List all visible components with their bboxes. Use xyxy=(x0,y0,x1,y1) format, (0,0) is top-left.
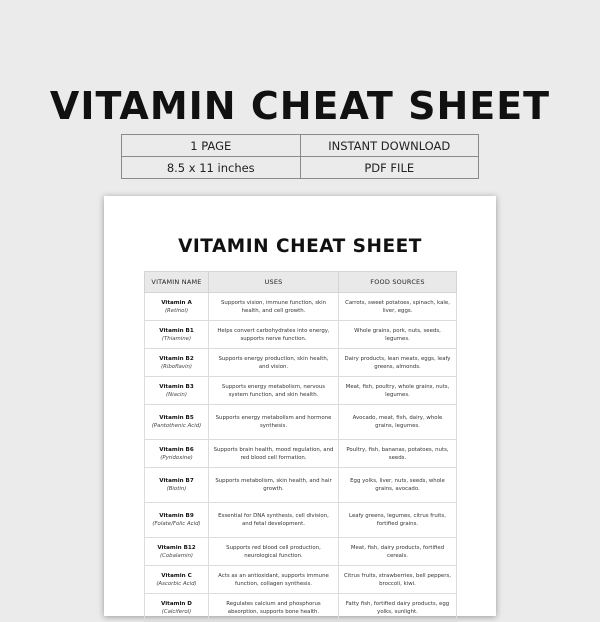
table-row xyxy=(145,566,457,594)
info-download: INSTANT DOWNLOAD xyxy=(300,135,479,157)
vitamin-chemical: (Biotin) xyxy=(166,486,187,492)
uses-cell: Acts as an antioxidant, supports immune function, collagen synthesis. xyxy=(209,566,339,594)
vitamin-table xyxy=(144,271,457,622)
vitamin-chemical: (Retinol) xyxy=(164,307,189,314)
vitamin-chemical: (Calciferol) xyxy=(161,608,192,615)
vitamin-name: Vitamin B9 xyxy=(159,513,194,519)
vitamin-chemical: (Pantothenic Acid) xyxy=(151,423,202,429)
vitamin-chemical: (Thiamine) xyxy=(161,335,192,342)
page-title: VITAMIN CHEAT SHEET xyxy=(49,84,551,128)
table-row xyxy=(145,321,457,349)
vitamin-name: Vitamin C xyxy=(161,572,192,579)
header-uses: USES xyxy=(209,272,339,293)
vitamin-chemical: (Folate/Folic Acid) xyxy=(152,521,201,527)
sources-cell: Meat, fish, dairy products, fortified cereals. xyxy=(339,538,457,566)
vitamin-cell xyxy=(145,594,209,622)
cheat-sheet-preview xyxy=(104,196,496,616)
uses-cell: Helps convert carbohydrates into energy, supports nerve function. xyxy=(209,321,339,349)
vitamin-cell xyxy=(145,566,209,594)
vitamin-cell xyxy=(145,440,209,468)
sources-cell: Carrots, sweet potatoes, spinach, kale, liver, eggs. xyxy=(339,293,457,321)
vitamin-chemical: (Ascorbic Acid) xyxy=(156,580,197,587)
vitamin-name: Vitamin D xyxy=(161,600,192,607)
sheet-title: VITAMIN CHEAT SHEET xyxy=(178,236,422,257)
vitamin-chemical: (Niacin) xyxy=(166,391,187,398)
vitamin-chemical: (Pyridoxine) xyxy=(160,454,193,461)
sources-cell: Fatty fish, fortified dairy products, egg yolks, sunlight. xyxy=(339,594,457,622)
product-info-table xyxy=(121,134,479,179)
uses-cell: Supports metabolism, skin health, and hair growth. xyxy=(209,468,339,503)
vitamin-name: Vitamin B6 xyxy=(159,446,194,453)
vitamin-name: Vitamin B1 xyxy=(159,327,194,334)
table-header-row xyxy=(145,272,457,293)
vitamin-name: Vitamin B12 xyxy=(157,544,196,551)
header-vitamin-name: VITAMIN NAME xyxy=(145,272,209,293)
vitamin-name: Vitamin B5 xyxy=(159,415,194,421)
sources-cell: Dairy products, lean meats, eggs, leafy greens, almonds. xyxy=(339,349,457,377)
sources-cell: Whole grains, pork, nuts, seeds, legumes. xyxy=(339,321,457,349)
table-row xyxy=(145,468,457,503)
vitamin-name: Vitamin B7 xyxy=(159,478,194,484)
vitamin-cell xyxy=(145,503,209,538)
info-pages: 1 PAGE xyxy=(122,135,301,157)
vitamin-cell xyxy=(145,538,209,566)
info-row xyxy=(122,135,479,157)
uses-cell: Supports brain health, mood regulation, and red blood cell formation. xyxy=(209,440,339,468)
uses-cell: Supports energy production, skin health, and vision. xyxy=(209,349,339,377)
vitamin-cell xyxy=(145,405,209,440)
info-row xyxy=(122,157,479,179)
sources-cell: Citrus fruits, strawberries, bell peppers, broccoli, kiwi. xyxy=(339,566,457,594)
info-format: PDF FILE xyxy=(300,157,479,179)
table-row xyxy=(145,538,457,566)
sources-cell: Avocado, meat, fish, dairy, whole grains, legumes. xyxy=(339,405,457,440)
uses-cell: Regulates calcium and phosphorus absorption, supports bone health. xyxy=(209,594,339,622)
table-row xyxy=(145,440,457,468)
uses-cell: Supports energy metabolism and hormone synthesis. xyxy=(209,405,339,440)
vitamin-cell xyxy=(145,293,209,321)
table-row xyxy=(145,503,457,538)
table-row xyxy=(145,594,457,622)
vitamin-cell xyxy=(145,468,209,503)
table-row xyxy=(145,293,457,321)
header-food-sources: FOOD SOURCES xyxy=(339,272,457,293)
uses-cell: Supports red blood cell production, neurological function. xyxy=(209,538,339,566)
sources-cell: Poultry, fish, bananas, potatoes, nuts, seeds. xyxy=(339,440,457,468)
info-size: 8.5 x 11 inches xyxy=(122,157,301,179)
vitamin-name: Vitamin B3 xyxy=(159,383,194,390)
vitamin-cell xyxy=(145,321,209,349)
table-row xyxy=(145,349,457,377)
uses-cell: Essential for DNA synthesis, cell division, and fetal development. xyxy=(209,503,339,538)
sources-cell: Leafy greens, legumes, citrus fruits, fortified grains. xyxy=(339,503,457,538)
sources-cell: Meat, fish, poultry, whole grains, nuts, legumes. xyxy=(339,377,457,405)
uses-cell: Supports vision, immune function, skin health, and cell growth. xyxy=(209,293,339,321)
vitamin-chemical: (Cobalamin) xyxy=(160,552,193,559)
vitamin-cell xyxy=(145,349,209,377)
vitamin-cell xyxy=(145,377,209,405)
vitamin-name: Vitamin A xyxy=(161,299,192,306)
sources-cell: Egg yolks, liver, nuts, seeds, whole grains, avocado. xyxy=(339,468,457,503)
table-row xyxy=(145,405,457,440)
table-row xyxy=(145,377,457,405)
uses-cell: Supports energy metabolism, nervous system function, and skin health. xyxy=(209,377,339,405)
vitamin-chemical: (Riboflavin) xyxy=(160,363,193,370)
vitamin-name: Vitamin B2 xyxy=(159,355,194,362)
